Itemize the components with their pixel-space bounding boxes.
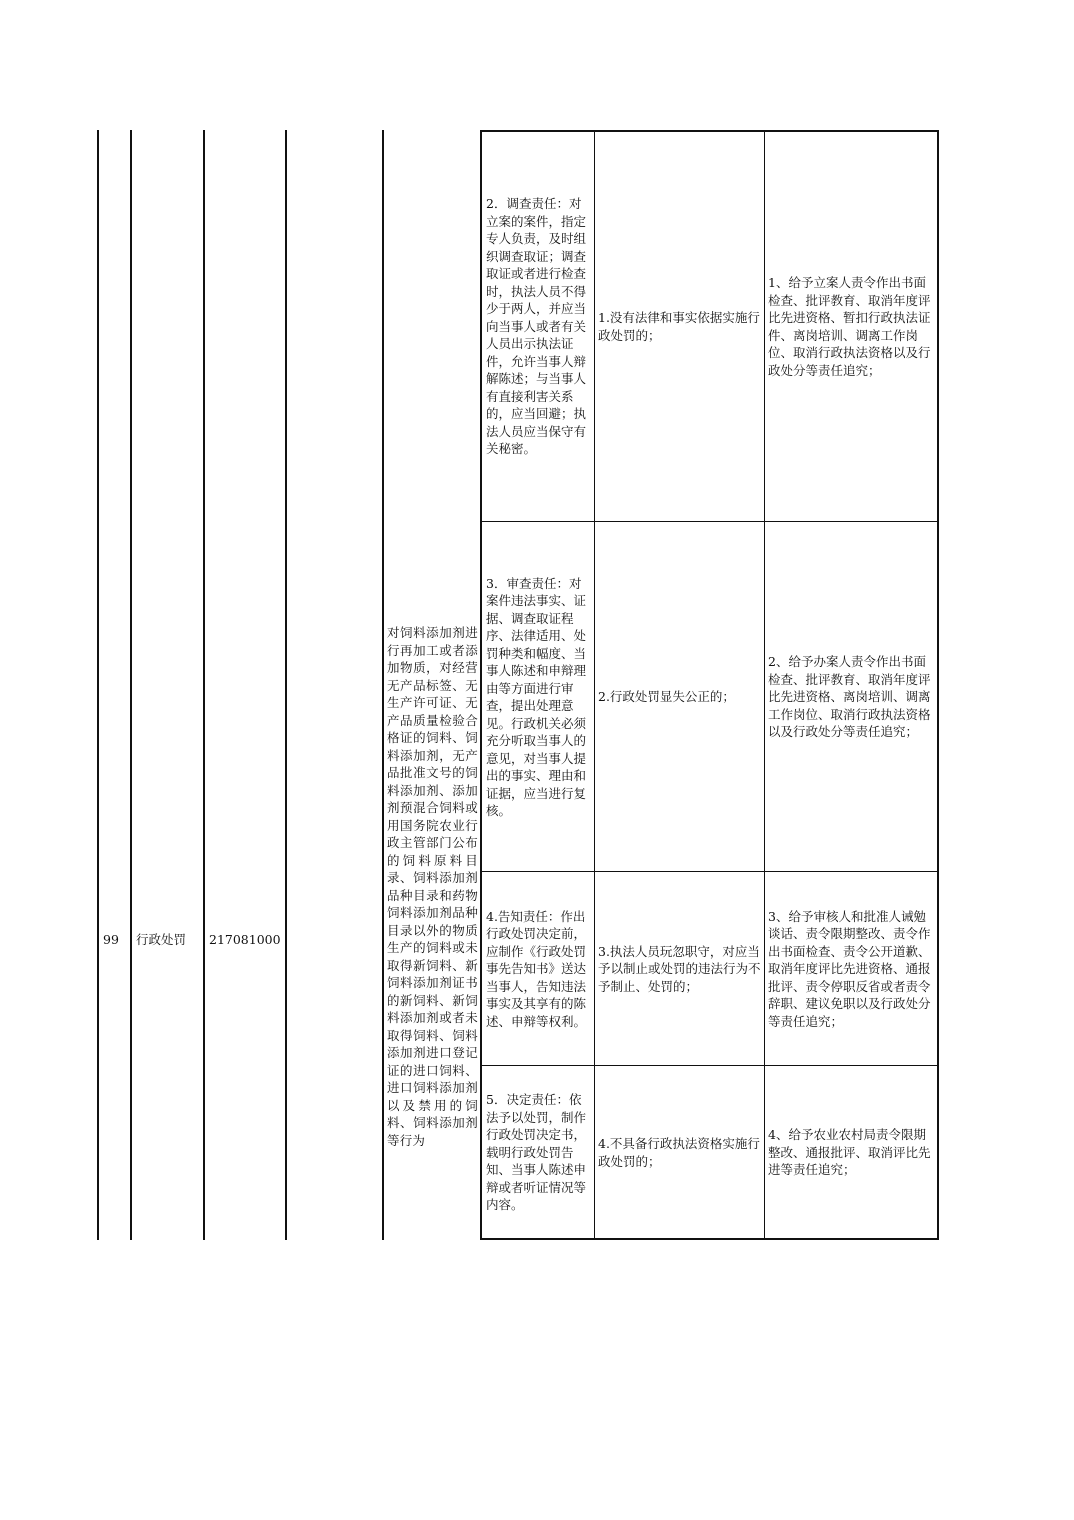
matter-description: 对饲料添加剂进行再加工或者添加物质，对经营无产品标签、无生产许可证、无产品质量检验合格证的饲料、饲料添加剂，无产品批准文号的饲料添加剂、添加剂预混合饲料或用国务院农业行政主管部门公布的饲料原料目录、饲料添加剂品种目录和药物饲料添加剂品种目录以外的物质生产的饲料或未取得新饲料、新饲料添加剂证书的新饲料、新饲料添加剂或者未取得饲料、饲料添加剂进口登记证的进口饲料、进口饲料添加剂以及禁用的饲料、饲料添加剂等行为 <box>387 625 478 1148</box>
responsibility-cell <box>482 1066 595 1239</box>
circumstance-text: 2.行政处罚显失公正的； <box>598 689 735 705</box>
accountability-text: 3、给予审核人和批准人诫勉谈话、责令限期整改、责令作出书面检查、责令公开道歉、取消年度评比先进资格、通报批评、责令停职反省或者责令辞职、建议免职以及行政处分等责任追究； <box>768 908 931 1029</box>
circumstance-text: 4.不具备行政执法资格实施行政处罚的； <box>598 1136 760 1169</box>
table-row <box>482 521 937 872</box>
table-border-category <box>203 130 205 1240</box>
responsibility-cell <box>482 522 595 872</box>
circumstance-cell <box>595 132 765 521</box>
circumstance-cell <box>595 522 765 872</box>
category-label: 行政处罚 <box>136 932 187 947</box>
item-code: 217081000 <box>209 932 281 947</box>
accountability-text: 2、给予办案人责令作出书面检查、批评教育、取消年度评比先进资格、离岗培训、调离工作岗位、取消行政执法资格以及行政处分等责任追究； <box>768 654 931 740</box>
table-row <box>482 871 937 1066</box>
responsibility-cell <box>482 872 595 1066</box>
accountability-cell <box>765 1066 937 1239</box>
table-border-left <box>97 130 99 1240</box>
table-row <box>482 132 937 521</box>
responsibility-text: 3．审查责任：对案件违法事实、证据、调查取证程序、法律适用、处罚种类和幅度、当事人陈述和申辩理由等方面进行审查，提出处理意见。行政机关必须充分听取当事人的意见，对当事人提出的事实、理由和证据，应当进行复核。 <box>486 575 587 818</box>
accountability-cell <box>765 872 937 1066</box>
circumstance-text: 1.没有法律和事实依据实施行政处罚的； <box>598 310 760 343</box>
circumstance-cell <box>595 872 765 1066</box>
responsibility-text: 2．调查责任：对立案的案件，指定专人负责，及时组织调查取证；调查取证或者进行检查时，执法人员不得少于两人，并应当向当事人或者有关人员出示执法证件，允许当事人辩解陈述；与当事人有直接利害关系的，应当回避；执法人员应当保守有关秘密。 <box>486 196 587 457</box>
accountability-cell <box>765 522 937 872</box>
responsibility-cell <box>482 132 595 521</box>
responsibility-table <box>480 130 939 1240</box>
circumstance-text: 3.执法人员玩忽职守，对应当予以制止或处罚的违法行为不予制止、处罚的； <box>598 943 761 994</box>
table-border-seq <box>130 130 132 1240</box>
accountability-cell <box>765 132 937 521</box>
table-border-empty <box>382 130 384 1240</box>
accountability-text: 1、给予立案人责令作出书面检查、批评教育、取消年度评比先进资格、暂扣行政执法证件、离岗培训、调离工作岗位、取消行政执法资格以及行政处分等责任追究； <box>768 275 931 378</box>
circumstance-cell <box>595 1066 765 1239</box>
seq-number: 99 <box>103 932 119 947</box>
table-row <box>482 1065 937 1239</box>
responsibility-text: 5．决定责任：依法予以处罚，制作行政处罚决定书，载明行政处罚告知、当事人陈述申辩或者听证情况等内容。 <box>486 1092 587 1213</box>
table-border-code <box>285 130 287 1240</box>
responsibility-text: 4.告知责任：作出行政处罚决定前，应制作《行政处罚事先告知书》送达当事人，告知违法事实及其享有的陈述、申辩等权利。 <box>486 908 587 1029</box>
accountability-text: 4、给予农业农村局责令限期整改、通报批评、取消评比先进等责任追究； <box>768 1127 931 1178</box>
